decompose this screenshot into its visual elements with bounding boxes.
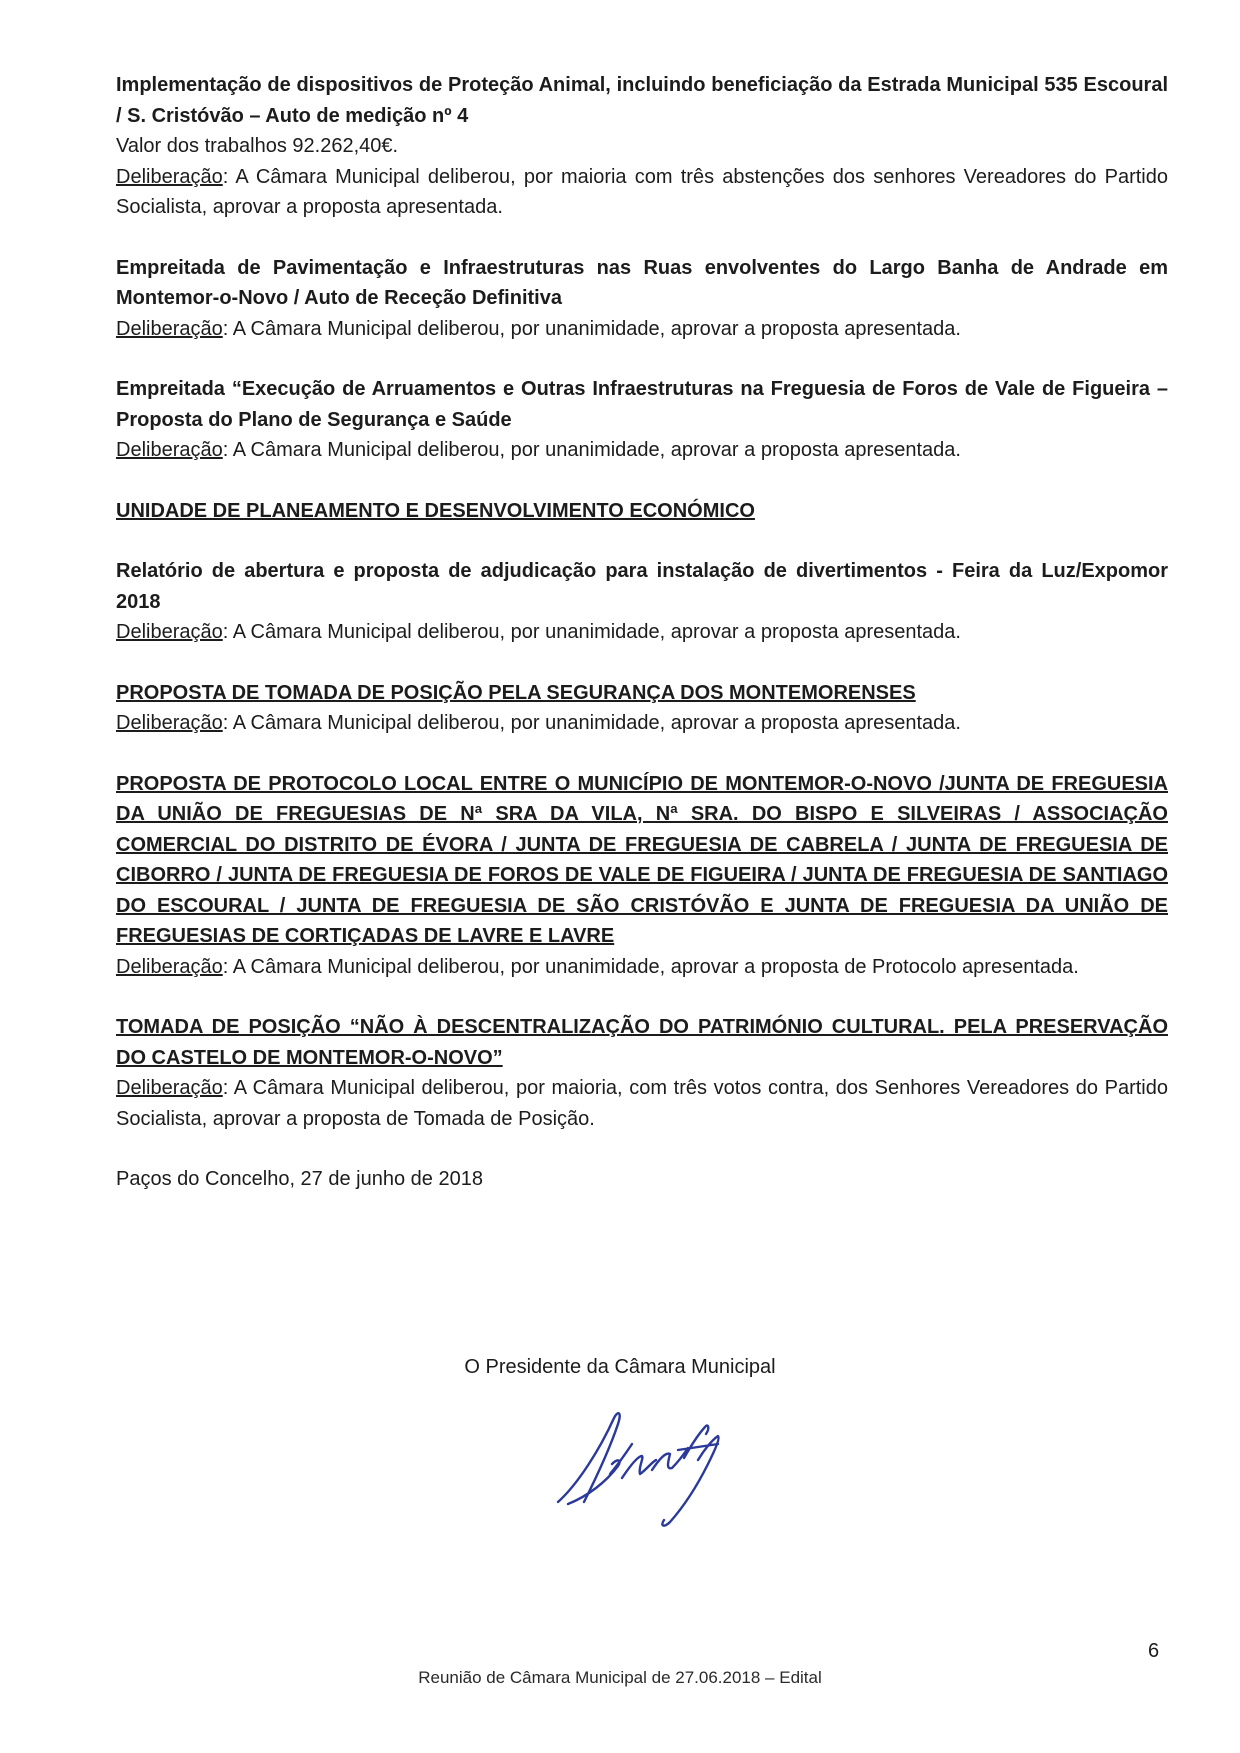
deliberation-text: : A Câmara Municipal deliberou, por unanimidade, aprovar a proposta apresentada. (222, 317, 961, 340)
deliberation-text: : A Câmara Municipal deliberou, por unanimidade, aprovar a proposta apresentada. (222, 439, 961, 461)
deliberation-text: : A Câmara Municipal deliberou, por unanimidade, aprovar a proposta apresentada. (222, 712, 961, 734)
item-protocolo (116, 769, 1168, 983)
deliberation-text: : A Câmara Municipal deliberou, por maioria com três abstenções dos senhores Vereadores do Partido Socialista, aprovar a proposta apresentada. (116, 165, 1168, 218)
section-heading: UNIDADE DE PLANEAMENTO E DESENVOLVIMENTO ECONÓMICO (116, 499, 755, 522)
item-feira-luz (116, 556, 1168, 648)
item-pavimentacao (116, 253, 1168, 345)
deliberation (116, 314, 1168, 345)
section-heading: PROPOSTA DE TOMADA DE POSIÇÃO PELA SEGURANÇA DOS MONTEMORENSES (116, 681, 916, 704)
deliberation (116, 1073, 1168, 1134)
deliberation (116, 952, 1168, 983)
deliberation-text: : A Câmara Municipal deliberou, por unanimidade, aprovar a proposta apresentada. (222, 621, 961, 643)
deliberation-label: Deliberação (116, 621, 223, 643)
section-heading-planeamento (116, 496, 1168, 527)
deliberation-label: Deliberação (116, 1077, 223, 1099)
deliberation (116, 162, 1168, 223)
item-title: Implementação de dispositivos de Proteção Animal, incluindo beneficiação da Estrada Municipal 535 Escoural / S. Cristóvão – Auto de medição nº 4 (116, 74, 1168, 127)
document-body (116, 70, 1168, 1195)
deliberation-label: Deliberação (116, 955, 223, 978)
deliberation (116, 617, 1168, 648)
item-seguranca (116, 678, 1168, 739)
item-value: Valor dos trabalhos 92.262,40€. (116, 135, 399, 157)
page-number: 6 (1148, 1640, 1160, 1662)
deliberation-text: : A Câmara Municipal deliberou, por maioria, com três votos contra, dos Senhores Vereadores do Partido Socialista, aprovar a proposta de Tomada de Posição. (116, 1077, 1168, 1130)
deliberation-label: Deliberação (116, 165, 223, 188)
handwritten-signature (548, 1404, 738, 1534)
deliberation-label: Deliberação (116, 439, 223, 461)
place-date: Paços do Concelho, 27 de junho de 2018 (116, 1168, 483, 1190)
deliberation-text: : A Câmara Municipal deliberou, por unanimidade, aprovar a proposta de Protocolo apresentada. (222, 955, 1079, 978)
item-protecao-animal (116, 70, 1168, 223)
section-heading: PROPOSTA DE PROTOCOLO LOCAL ENTRE O MUNICÍPIO DE MONTEMOR-O-NOVO /JUNTA DE FREGUESIA DA UNIÃO DE FREGUESIAS DE Nª SRA DA VILA, Nª SRA. DO BISPO E SILVEIRAS / ASSOCIAÇÃO COMERCIAL DO DISTRITO DE ÉVORA / JUNTA DE FREGUESIA DE CABRELA / JUNTA DE FREGUESIA DE CIBORRO / JUNTA DE FREGUESIA DE FOROS DE VALE DE FIGUEIRA / JUNTA DE FREGUESIA DE SANTIAGO DO ESCOURAL / JUNTA DE FREGUESIA DE SÃO CRISTÓVÃO E JUNTA DE FREGUESIA DA UNIÃO DE FREGUESIAS DE CORTIÇADAS DE LAVRE E LAVRE (116, 772, 1168, 947)
deliberation (116, 435, 1168, 466)
deliberation-label: Deliberação (116, 317, 223, 340)
item-arruamentos (116, 374, 1168, 466)
section-heading: TOMADA DE POSIÇÃO “NÃO À DESCENTRALIZAÇÃO DO PATRIMÓNIO CULTURAL. PELA PRESERVAÇÃO DO CASTELO DE MONTEMOR-O-NOVO” (116, 1016, 1168, 1069)
item-title: Relatório de abertura e proposta de adjudicação para instalação de divertimentos - Feira da Luz/Expomor 2018 (116, 560, 1168, 613)
page-footer: Reunião de Câmara Municipal de 27.06.2018 – Edital (418, 1668, 822, 1687)
deliberation-label: Deliberação (116, 712, 223, 734)
deliberation (116, 708, 1168, 739)
signature-strokes (558, 1413, 719, 1525)
item-title: Empreitada “Execução de Arruamentos e Outras Infraestruturas na Freguesia de Foros de Vale de Figueira – Proposta do Plano de Segurança e Saúde (116, 378, 1168, 431)
item-title: Empreitada de Pavimentação e Infraestruturas nas Ruas envolventes do Largo Banha de Andrade em Montemor-o-Novo / Auto de Receção Definitiva (116, 256, 1168, 309)
signatory-title: O Presidente da Câmara Municipal (464, 1356, 776, 1378)
item-descentralizacao (116, 1012, 1168, 1134)
